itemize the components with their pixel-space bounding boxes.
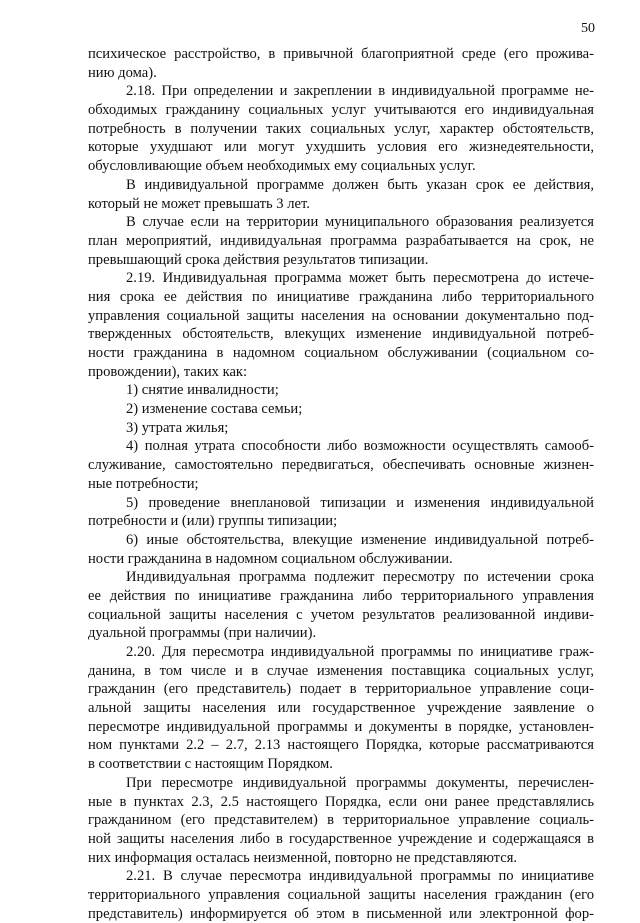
- text-line: служивание, самостоятельно передвигаться, обеспечивать основные жизнен-: [88, 457, 594, 474]
- text-line: социальной защиты населения с учетом результатов реализованной индиви-: [88, 606, 594, 623]
- text-line: 2.18. При определении и закреплении в индивидуальной программе не-: [126, 83, 594, 100]
- text-line: пересмотре индивидуальной программы и документы в порядке, установлен-: [88, 718, 594, 735]
- text-line: потребность в получении таких социальных услуг, характер обстоятельств,: [88, 120, 594, 137]
- text-line: ном пунктами 2.2 – 2.7, 2.13 настоящего Порядка, которые рассматриваются: [88, 737, 594, 754]
- text-line: представитель) информируется об этом в письменной или электронной фор-: [88, 905, 594, 922]
- text-line: 2.21. В случае пересмотра индивидуальной программы по инициативе: [126, 868, 594, 885]
- text-line: 6) иные обстоятельства, влекущие изменение индивидуальной потреб-: [126, 531, 594, 548]
- text-line: 2) изменение состава семьи;: [126, 401, 303, 418]
- document-body: [88, 45, 594, 923]
- text-line: 4) полная утрата способности либо возможности осуществлять самооб-: [126, 438, 594, 455]
- text-line: которые ухудшают или могут ухудшить условия его жизнедеятельности,: [88, 139, 594, 156]
- text-line: В индивидуальной программе должен быть указан срок ее действия,: [126, 176, 594, 193]
- text-line: 3) утрата жилья;: [126, 419, 229, 436]
- text-line: Индивидуальная программа подлежит пересмотру по истечении срока: [126, 569, 594, 586]
- text-line: твержденных обстоятельств, влекущих изменение индивидуальной потреб-: [88, 326, 594, 343]
- text-line: ния срока ее действия по инициативе гражданина либо территориального: [88, 288, 594, 305]
- text-line: ной защиты населения либо в государственное учреждение и содержащаяся в: [88, 830, 594, 847]
- text-line: обусловливающие объем необходимых ему социальных услуг.: [88, 158, 476, 175]
- text-line: провождении), таких как:: [88, 363, 248, 380]
- text-line: гражданин (его представитель) подает в территориальное управление соци-: [88, 681, 594, 698]
- text-line: потребности и (или) группы типизации;: [88, 513, 338, 530]
- page-number: 50: [581, 21, 595, 36]
- text-line: нию дома).: [88, 64, 157, 81]
- text-line: который не может превышать 3 лет.: [88, 195, 310, 212]
- text-line: них информация осталась неизменной, повторно не представляются.: [88, 849, 518, 866]
- text-line: ее действия по инициативе гражданина либо территориального управления: [88, 587, 594, 604]
- text-line: 2.19. Индивидуальная программа может быть пересмотрена до истече-: [126, 270, 594, 287]
- text-line: дуальной программы (при наличии).: [88, 625, 317, 642]
- text-line: план мероприятий, индивидуальная программа разрабатывается на срок, не: [88, 232, 594, 249]
- text-line: территориального управления социальной защиты населения гражданин (его: [88, 886, 594, 903]
- text-line: При пересмотре индивидуальной программы документы, перечислен-: [126, 774, 594, 791]
- text-line: превышающий срока действия результатов типизации.: [88, 251, 429, 268]
- text-line: психическое расстройство, в привычной благоприятной среде (его прожива-: [88, 46, 594, 62]
- text-line: ные в пунктах 2.3, 2.5 настоящего Порядка, если они ранее представлялись: [88, 793, 594, 810]
- text-line: 2.20. Для пересмотра индивидуальной программы по инициативе граж-: [126, 644, 594, 660]
- text-line: гражданином (его представителем) в территориальное управление социаль-: [88, 812, 594, 829]
- text-line: В случае если на территории муниципального образования реализуется: [126, 214, 594, 231]
- text-line: данина, в том числе и в случае изменения поставщика социальных услуг,: [88, 662, 594, 679]
- text-line: альной защиты населения или государственное учреждение заявление о: [88, 700, 594, 717]
- text-line: ности гражданина в надомном социальном обслуживании (социальном со-: [88, 345, 594, 361]
- text-line: ные потребности;: [88, 475, 199, 492]
- text-line: ности гражданина в надомном социальном обслуживании.: [88, 550, 453, 567]
- text-line: управления социальной защиты населения на основании документально под-: [88, 307, 594, 324]
- text-line: 5) проведение внеплановой типизации и изменения индивидуальной: [126, 494, 594, 511]
- text-line: обходимых гражданину социальных услуг учитываются его индивидуальная: [88, 102, 594, 119]
- text-line: 1) снятие инвалидности;: [126, 382, 279, 399]
- text-line: в соответствии с настоящим Порядком.: [88, 756, 333, 773]
